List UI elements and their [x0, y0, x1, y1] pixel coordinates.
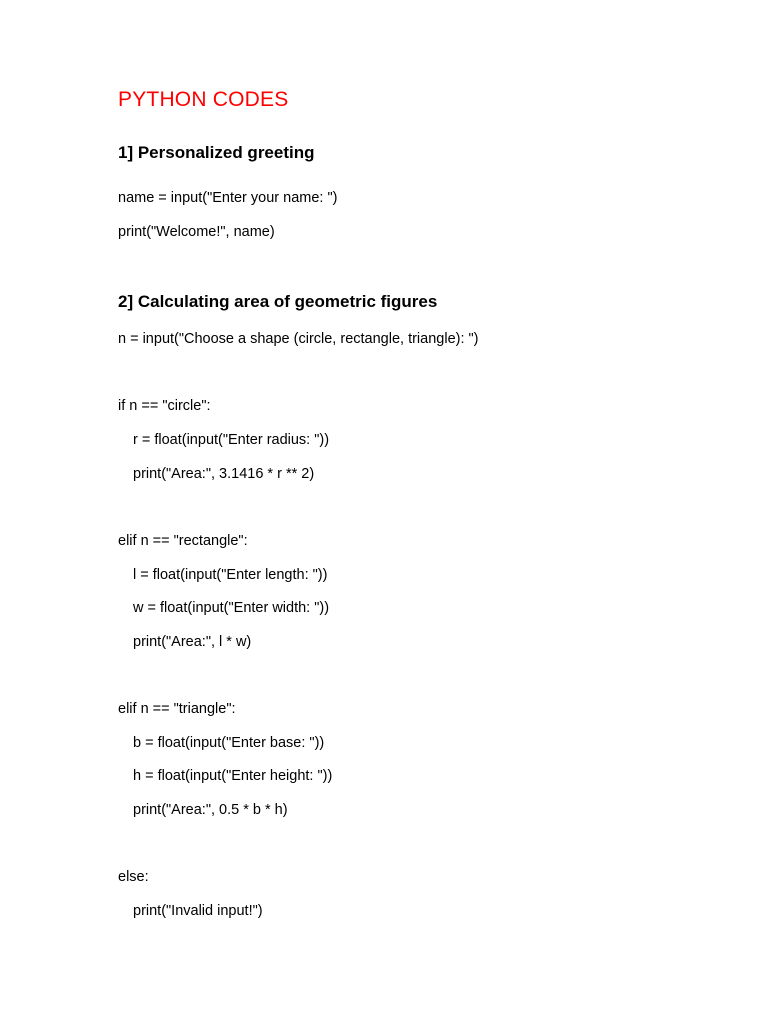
code-line: b = float(input("Enter base: ")) [133, 735, 325, 751]
code-line: elif n == "rectangle": [118, 533, 248, 549]
section-heading-greeting: 1] Personalized greeting [118, 143, 315, 162]
code-line: print("Area:", l * w) [133, 634, 252, 650]
code-line: print("Area:", 0.5 * b * h) [133, 802, 288, 818]
document-title: PYTHON CODES [118, 88, 289, 111]
code-line: h = float(input("Enter height: ")) [133, 768, 333, 784]
code-line: name = input("Enter your name: ") [118, 190, 338, 206]
code-line: l = float(input("Enter length: ")) [133, 567, 328, 583]
code-line: if n == "circle": [118, 398, 211, 414]
code-line: elif n == "triangle": [118, 701, 236, 717]
code-line: w = float(input("Enter width: ")) [133, 600, 330, 616]
code-line: print("Welcome!", name) [118, 224, 275, 240]
code-line: print("Invalid input!") [133, 903, 263, 919]
code-line: r = float(input("Enter radius: ")) [133, 432, 330, 448]
code-line: else: [118, 869, 149, 885]
code-line: print("Area:", 3.1416 * r ** 2) [133, 466, 315, 482]
code-line: n = input("Choose a shape (circle, rectangle, triangle): ") [118, 331, 479, 347]
section-heading-area: 2] Calculating area of geometric figures [118, 292, 438, 311]
